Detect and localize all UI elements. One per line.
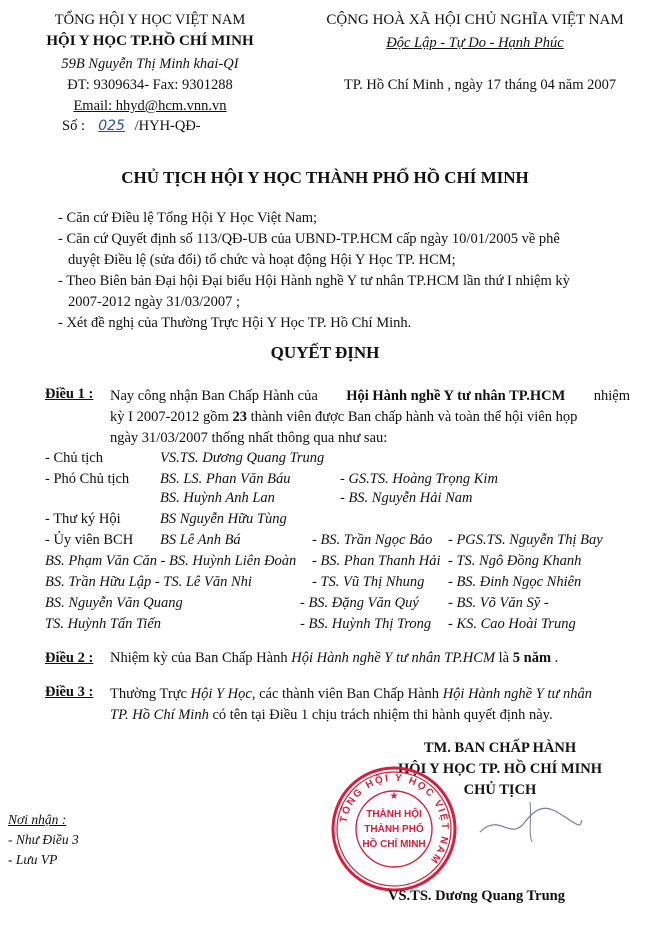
- parent-org: TỔNG HỘI Y HỌC VIỆT NAM: [54, 12, 246, 28]
- article-1-date: ngày 31/03/2007 thống nhất thông qua như sau:: [110, 430, 388, 446]
- city-name: TP. Hồ Chí Minh: [110, 707, 209, 723]
- vice-chair-3: BS. Huỳnh Anh Lan: [160, 490, 275, 506]
- seal-line-3: HỒ CHÍ MINH: [362, 839, 426, 850]
- signatory-title: CHỦ TỊCH: [463, 782, 537, 798]
- recipients-label: Nơi nhận :: [8, 812, 67, 827]
- basis-3: - Theo Biên bản Đại hội Đại biểu Hội Hành nghề Y tư nhân TP.HCM lần thứ I nhiệm kỳ: [58, 273, 570, 289]
- basis-2-cont: duyệt Điều lệ (sửa đổi) tổ chức và hoạt động Hội Y Học TP. HCM;: [68, 252, 456, 268]
- official-seal: [330, 765, 458, 893]
- org-phone-fax: ĐT: 9309634- Fax: 9301288: [67, 77, 233, 93]
- article-2-text-e: .: [554, 650, 559, 666]
- national-motto: Độc Lập - Tự Do - Hạnh Phúc: [386, 35, 564, 51]
- recipient-item: - Lưu VP: [8, 852, 58, 867]
- article-3-text-e: có tên tại Điều 1 chịu trách nhiệm thi hành quyết định này.: [212, 707, 553, 723]
- committee-label: - Ủy viên BCH: [45, 532, 134, 548]
- article-1-text-c: nhiệm: [593, 388, 630, 404]
- vice-chair-2: - GS.TS. Hoàng Trọng Kim: [340, 471, 498, 487]
- article-2-body: [110, 650, 558, 667]
- article-1-text-a: Nay công nhận Ban Chấp Hành của: [110, 388, 318, 404]
- handwritten-signature: [470, 792, 590, 852]
- committee-member: - BS. Phan Thanh Hải: [312, 553, 441, 569]
- seal-line-2: THÀNH PHỐ: [364, 824, 424, 835]
- signatory-name: VS.TS. Dương Quang Trung: [388, 888, 565, 904]
- secretary-name: BS Nguyễn Hữu Tùng: [160, 511, 287, 527]
- committee-member: - BS. Huỳnh Thị Trong: [300, 616, 432, 632]
- committee-member: BS. Phạm Văn Căn - BS. Huỳnh Liên Đoàn: [45, 553, 297, 569]
- association-name: Hội Hành nghề Y tư nhân: [442, 686, 592, 702]
- vice-chair-1: BS. LS. Phan Văn Báu: [160, 471, 291, 487]
- basis-2: - Căn cứ Quyết định số 113/QĐ-UB của UBND-TP.HCM cấp ngày 10/01/2005 về phê: [58, 231, 560, 247]
- decision-title: QUYẾT ĐỊNH: [270, 343, 380, 362]
- legal-bases: [58, 208, 618, 334]
- article-1-term: kỳ I 2007-2012 gồm: [110, 409, 229, 425]
- handwritten-number: 025: [98, 118, 125, 134]
- seal-line-1: THÀNH HỘI: [366, 809, 422, 820]
- committee-member: - TS. Vũ Thị Nhung: [312, 574, 425, 590]
- seal-star-icon: ★: [389, 791, 399, 802]
- committee-member: - BS. Đinh Ngọc Nhiên: [448, 574, 582, 590]
- seal-ring-text: TỔNG HỘI Y HỌC VIỆT NAM: [338, 772, 451, 867]
- chair-name: VS.TS. Dương Quang Trung: [160, 450, 325, 466]
- on-behalf-of: TM. BAN CHẤP HÀNH: [423, 740, 577, 756]
- member-count: 23: [232, 409, 247, 425]
- committee-member: - TS. Ngô Đồng Khanh: [448, 553, 582, 569]
- org-email: Email: hhyd@hcm.vnn.vn: [73, 98, 227, 114]
- committee-member: BS. Trần Hữu Lập - TS. Lê Văn Nhi: [45, 574, 252, 590]
- committee-member: - BS. Trần Ngọc Bảo: [312, 532, 433, 548]
- article-2-text-a: Nhiệm kỳ của Ban Chấp Hành: [110, 650, 288, 666]
- basis-3-cont: 2007-2012 ngày 31/03/2007 ;: [68, 294, 240, 310]
- secretary-label: - Thư ký Hội: [45, 511, 121, 527]
- article-3-body: [110, 684, 630, 726]
- article-1-label: Điều 1 :: [45, 386, 94, 402]
- article-3-text-a: Thường Trực: [110, 686, 187, 702]
- issue-date: TP. Hồ Chí Minh , ngày 17 tháng 04 năm 2007: [343, 77, 617, 93]
- issuer-title: CHỦ TỊCH HỘI Y HỌC THÀNH PHỐ HỒ CHÍ MINH: [121, 168, 529, 187]
- term-length: 5 năm: [512, 650, 552, 666]
- signatory-org: HỘI Y HỌC TP. HỒ CHÍ MINH: [398, 761, 602, 777]
- committee-member: - BS. Võ Văn Sỹ -: [448, 595, 549, 611]
- number-label: Số :: [62, 118, 85, 134]
- org-name: HỘI Y HỌC TP.HỒ CHÍ MINH: [46, 33, 254, 49]
- standing-committee-org: Hội Y Học: [190, 686, 252, 702]
- committee-member: BS Lê Anh Bá: [160, 532, 241, 548]
- org-address: 59B Nguyễn Thị Minh khai-QI: [61, 56, 239, 72]
- committee-member: - BS. Đặng Văn Quý: [300, 595, 419, 611]
- article-2-text-c: là: [498, 650, 510, 666]
- association-name: Hội Hành nghề Y tư nhân TP.HCM: [346, 388, 566, 404]
- vice-chair-4: - BS. Nguyễn Hải Nam: [340, 490, 473, 506]
- vice-chair-label: - Phó Chủ tịch: [45, 471, 130, 487]
- article-3-label: Điều 3 :: [45, 684, 94, 700]
- committee-member: TS. Huỳnh Tấn Tiến: [45, 616, 162, 632]
- article-1-text-e: thành viên được Ban chấp hành và toàn thể hội viên họp: [250, 409, 578, 425]
- committee-member: - PGS.TS. Nguyễn Thị Bay: [448, 532, 603, 548]
- number-suffix: /HYH-QĐ-: [134, 118, 201, 134]
- article-1-body: [110, 386, 630, 449]
- article-2-label: Điều 2 :: [45, 650, 94, 666]
- committee-member: - KS. Cao Hoài Trung: [448, 616, 576, 632]
- basis-4: - Xét đề nghị của Thường Trực Hội Y Học TP. Hồ Chí Minh.: [58, 315, 412, 331]
- recipient-item: - Như Điều 3: [8, 832, 79, 847]
- document-number: [62, 118, 201, 135]
- basis-1: - Căn cứ Điều lệ Tổng Hội Y Học Việt Nam;: [58, 210, 318, 226]
- article-3-text-c: , các thành viên Ban Chấp Hành: [251, 686, 440, 702]
- committee-member: BS. Nguyễn Văn Quang: [45, 595, 183, 611]
- association-name: Hội Hành nghề Y tư nhân TP.HCM: [291, 650, 496, 666]
- chair-label: - Chủ tịch: [45, 450, 103, 466]
- country-name: CỘNG HOÀ XÃ HỘI CHỦ NGHĨA VIỆT NAM: [326, 12, 624, 28]
